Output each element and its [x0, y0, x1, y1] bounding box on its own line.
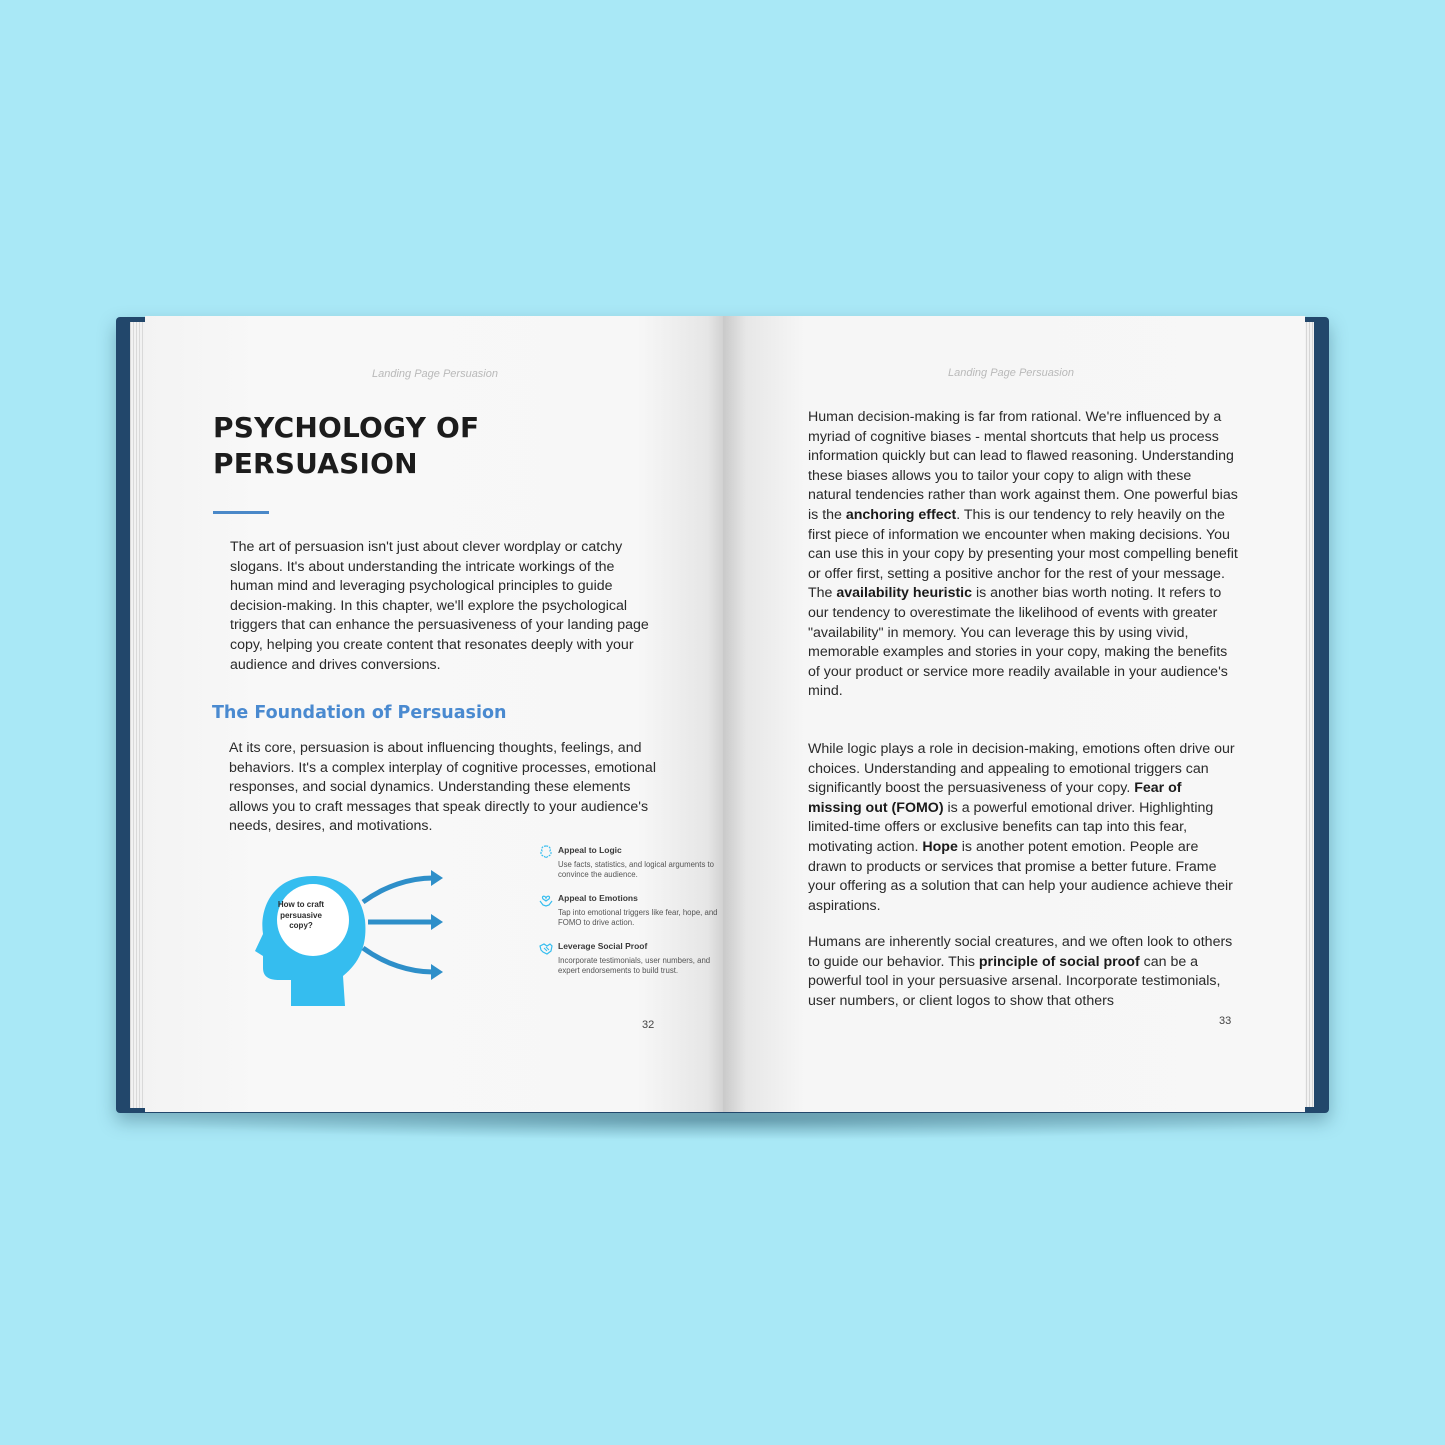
page-number: 33: [1219, 1015, 1232, 1027]
running-head: Landing Page Persuasion: [948, 367, 1074, 379]
diagram-item-desc: Use facts, statistics, and logical arguments to convince the audience.: [558, 860, 715, 879]
left-page: [145, 316, 725, 1112]
bold-term: Fear of missing out (FOMO): [808, 780, 1182, 816]
page-number: 32: [642, 1019, 655, 1031]
text-run: is another potent emotion. People are drawn to products or services that promise a better future. Frame your offering as a solution that can help your audience achieve their aspirations.: [808, 838, 1233, 914]
text-run: is a powerful emotional driver. Highlighting limited-time offers or exclusive benefits can tap into this fear, motivating action.: [808, 799, 1214, 855]
diagram-item-label: Appeal to Logic: [558, 845, 622, 855]
heart-hands-icon: [538, 892, 554, 908]
diagram-item-desc: Tap into emotional triggers like fear, hope, and FOMO to drive action.: [558, 908, 718, 927]
title-underline: [213, 511, 269, 514]
paragraph-social-proof: [808, 933, 1238, 1011]
brain-icon: [538, 844, 554, 860]
bold-term: Hope: [922, 838, 958, 855]
bold-term: availability heuristic: [836, 585, 973, 602]
head-silhouette-icon: [245, 856, 625, 1016]
bold-term: anchoring effect: [845, 506, 957, 523]
paragraph-cognitive-biases: [808, 408, 1238, 702]
section-paragraph: At its core, persuasion is about influencing thoughts, feelings, and behaviors. It's a complex interplay of cognitive processes, emotional responses, and social dynamics. Understanding these elements allows you to craft messages that speak directly to your audience's needs, desires, and motivations.: [229, 740, 656, 835]
diagram-item-label: Leverage Social Proof: [558, 941, 648, 951]
running-head: Landing Page Persuasion: [372, 368, 498, 380]
text-run: Human decision-making is far from rational. We're influenced by a myriad of cognitive biases - mental shortcuts that help us process information quickly but can lead to flawed reasoning. Understanding these biases allows you to tailor your copy to align with these natural tendencies rather than work against them. One powerful bias is the: [808, 409, 1238, 523]
handshake-icon: [538, 940, 554, 956]
text-run: is another bias worth noting. It refers to our tendency to overestimate the likelihood of events with greater "availability" in memory. You can leverage this by using vivid, memorable examples and stories in your copy, making the benefits of your product or service more readily available in your audience's mind.: [808, 585, 1228, 700]
right-page: [723, 316, 1305, 1112]
page-title: PSYCHOLOGY OF PERSUASION: [213, 411, 480, 480]
section-heading: The Foundation of Persuasion: [212, 703, 507, 723]
diagram-center-label: How to craft persuasive copy?: [277, 900, 325, 930]
diagram-item-desc: Incorporate testimonials, user numbers, and expert endorsements to build trust.: [558, 956, 711, 975]
bold-term: principle of social proof: [978, 953, 1140, 970]
paragraph-emotional-triggers: [808, 740, 1238, 916]
text-run: can be a powerful tool in your persuasive arsenal. Incorporate testimonials, user numbers, or client logos to show that others: [808, 953, 1221, 1009]
diagram-item-label: Appeal to Emotions: [558, 893, 638, 903]
text-run: . This is our tendency to rely heavily on the first piece of information we encounter when making decisions. You can use this in your copy by presenting your most compelling benefit or offer first, setting a positive anchor for the rest of your message. The: [808, 506, 1238, 602]
text-run: Humans are inherently social creatures, and we often look to others to guide our behavior. This: [808, 934, 1233, 970]
persuasion-diagram: [245, 845, 718, 1016]
text-run: While logic plays a role in decision-making, emotions often drive our choices. Understanding and appealing to emotional triggers can significantly boost the persuasiveness of your copy.: [808, 741, 1235, 797]
intro-paragraph: The art of persuasion isn't just about clever wordplay or catchy slogans. It's about understanding the intricate workings of the human mind and leveraging psychological principles to guide decision-making. In this chapter, we'll explore the psychological triggers that can enhance the persuasiveness of your landing page copy, helping you create content that resonates deeply with your audience and drives conversions.: [230, 539, 649, 673]
